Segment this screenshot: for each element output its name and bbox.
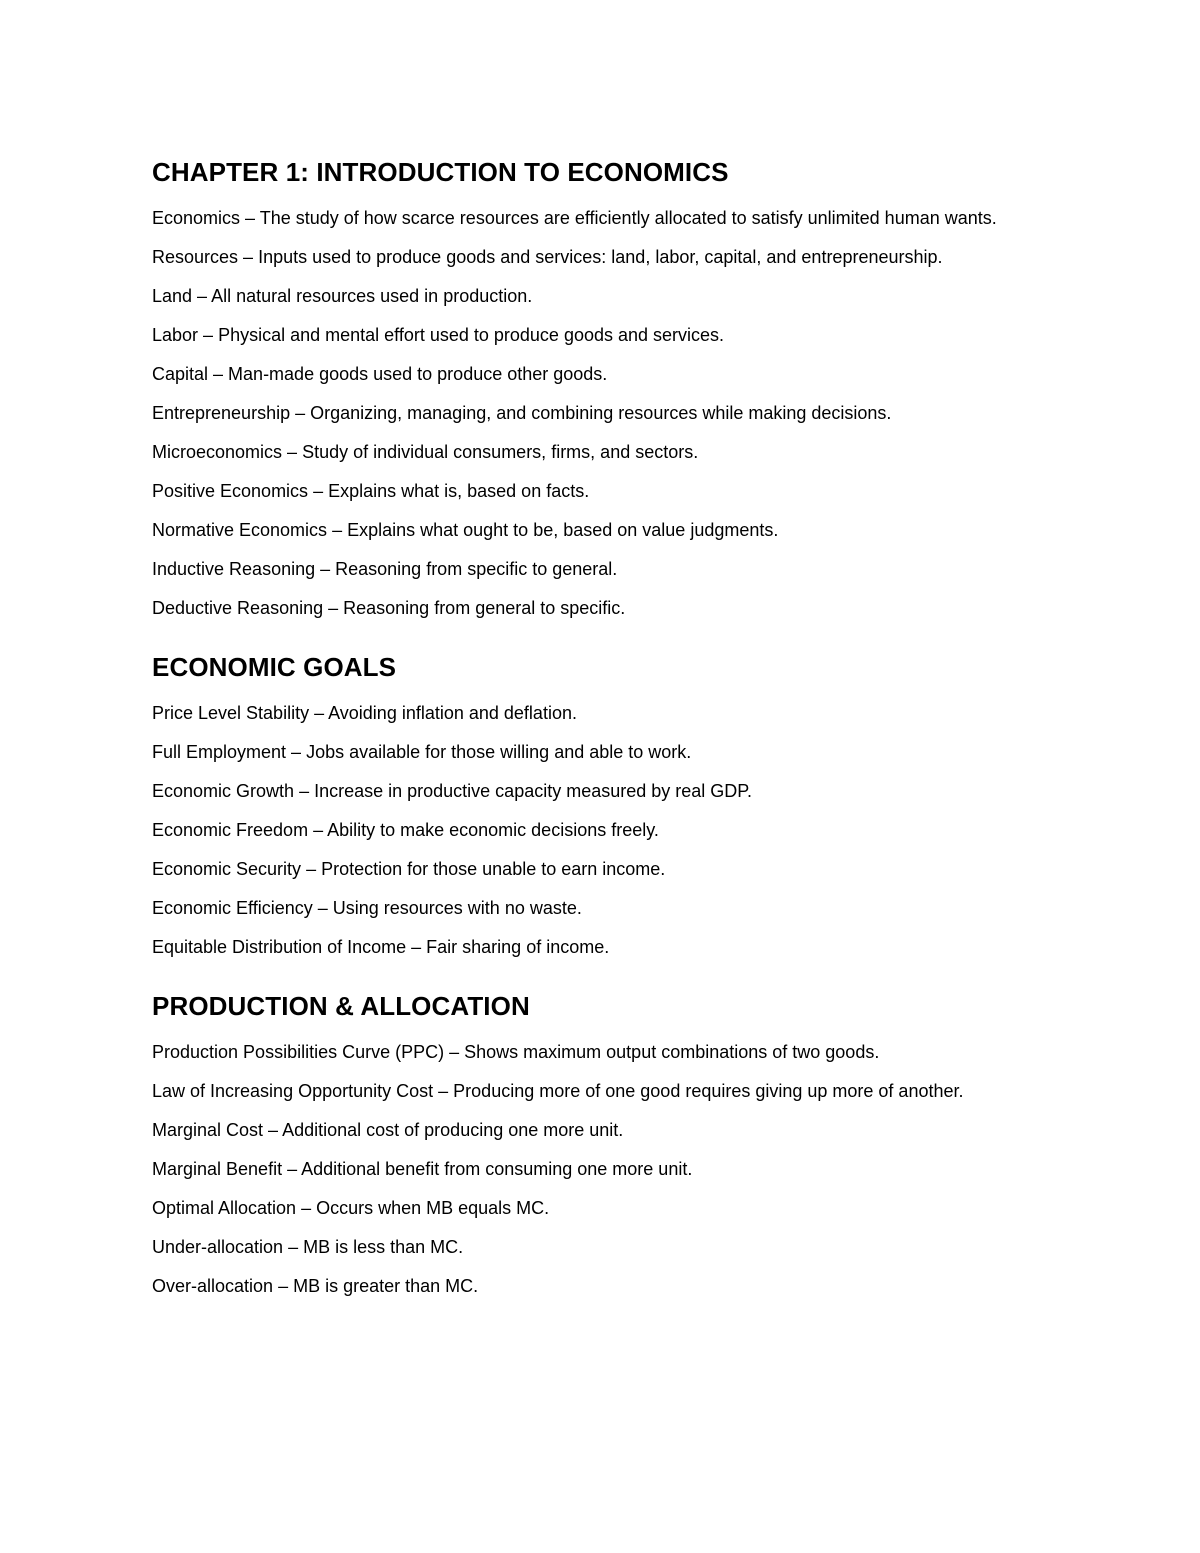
term-definition: Jobs available for those willing and able to work. <box>306 742 692 762</box>
term-list <box>152 208 1052 619</box>
term-list <box>152 1042 1052 1297</box>
term-entry <box>152 364 1052 385</box>
term-definition: Study of individual consumers, firms, and sectors. <box>302 442 699 462</box>
term-name: Marginal Benefit <box>152 1159 283 1179</box>
term-name: Microeconomics <box>152 442 283 462</box>
term-entry <box>152 898 1052 919</box>
term-name: Law of Increasing Opportunity Cost <box>152 1081 434 1101</box>
term-name: Land <box>152 286 193 306</box>
term-name: Inductive Reasoning <box>152 559 316 579</box>
term-definition: Man-made goods used to produce other goods. <box>228 364 608 384</box>
term-name: Entrepreneurship <box>152 403 291 423</box>
term-name: Labor <box>152 325 199 345</box>
term-entry <box>152 703 1052 724</box>
term-entry <box>152 520 1052 541</box>
term-definition: Fair sharing of income. <box>426 937 610 957</box>
term-definition: Additional cost of producing one more unit. <box>282 1120 624 1140</box>
term-name: Normative Economics <box>152 520 328 540</box>
term-name: Economic Freedom <box>152 820 309 840</box>
term-list <box>152 703 1052 958</box>
term-entry <box>152 1081 1052 1102</box>
term-name: Positive Economics <box>152 481 309 501</box>
term-entry <box>152 1120 1052 1141</box>
term-name: Economic Growth <box>152 781 295 801</box>
term-entry <box>152 442 1052 463</box>
term-definition: Explains what ought to be, based on value judgments. <box>347 520 779 540</box>
term-definition: Inputs used to produce goods and services: land, labor, capital, and entrepreneurship. <box>258 247 943 267</box>
term-name: Under-allocation <box>152 1237 284 1257</box>
term-name: Economic Security <box>152 859 302 879</box>
term-name: Economic Efficiency <box>152 898 313 918</box>
term-definition: Protection for those unable to earn income. <box>321 859 666 879</box>
term-definition: Additional benefit from consuming one more unit. <box>301 1159 693 1179</box>
term-entry <box>152 481 1052 502</box>
term-entry <box>152 820 1052 841</box>
term-definition: Shows maximum output combinations of two goods. <box>464 1042 880 1062</box>
term-entry <box>152 1198 1052 1219</box>
section-heading: PRODUCTION & ALLOCATION <box>152 991 530 1021</box>
term-definition: The study of how scarce resources are efficiently allocated to satisfy unlimited human wants. <box>259 208 997 228</box>
term-entry <box>152 781 1052 802</box>
term-entry <box>152 208 1052 229</box>
term-entry <box>152 1159 1052 1180</box>
term-definition: Explains what is, based on facts. <box>328 481 590 501</box>
term-entry <box>152 598 1052 619</box>
term-definition: Avoiding inflation and deflation. <box>328 703 577 723</box>
term-entry <box>152 559 1052 580</box>
term-definition: Ability to make economic decisions freely. <box>327 820 659 840</box>
term-definition: Organizing, managing, and combining resources while making decisions. <box>310 403 892 423</box>
term-name: Marginal Cost <box>152 1120 264 1140</box>
section-economic-goals <box>152 643 1052 958</box>
term-definition: MB is less than MC. <box>303 1237 464 1257</box>
term-name: Deductive Reasoning <box>152 598 324 618</box>
term-name: Equitable Distribution of Income <box>152 937 407 957</box>
term-entry <box>152 247 1052 268</box>
term-name: Resources <box>152 247 239 267</box>
term-definition: Occurs when MB equals MC. <box>316 1198 550 1218</box>
term-name: Price Level Stability <box>152 703 310 723</box>
term-entry <box>152 1237 1052 1258</box>
term-definition: All natural resources used in production. <box>211 286 533 306</box>
term-entry <box>152 859 1052 880</box>
term-name: Optimal Allocation <box>152 1198 297 1218</box>
term-definition: MB is greater than MC. <box>293 1276 479 1296</box>
term-entry <box>152 403 1052 424</box>
term-definition: Physical and mental effort used to produce goods and services. <box>218 325 725 345</box>
term-definition: Using resources with no waste. <box>332 898 582 918</box>
section-introduction <box>152 148 1052 619</box>
section-heading: ECONOMIC GOALS <box>152 652 397 682</box>
document-page <box>152 148 1052 1315</box>
term-definition: Reasoning from general to specific. <box>343 598 626 618</box>
term-entry <box>152 1276 1052 1297</box>
term-entry <box>152 286 1052 307</box>
term-name: Full Employment <box>152 742 287 762</box>
term-definition: Increase in productive capacity measured by real GDP. <box>314 781 752 801</box>
term-definition: Reasoning from specific to general. <box>335 559 618 579</box>
section-production-allocation <box>152 982 1052 1297</box>
term-definition: Producing more of one good requires giving up more of another. <box>453 1081 964 1101</box>
term-entry <box>152 937 1052 958</box>
section-heading: CHAPTER 1: INTRODUCTION TO ECONOMICS <box>152 157 729 187</box>
term-entry <box>152 742 1052 763</box>
term-name: Economics <box>152 208 241 228</box>
term-entry <box>152 325 1052 346</box>
term-name: Production Possibilities Curve (PPC) <box>152 1042 445 1062</box>
term-name: Over-allocation <box>152 1276 274 1296</box>
term-name: Capital <box>152 364 209 384</box>
term-entry <box>152 1042 1052 1063</box>
